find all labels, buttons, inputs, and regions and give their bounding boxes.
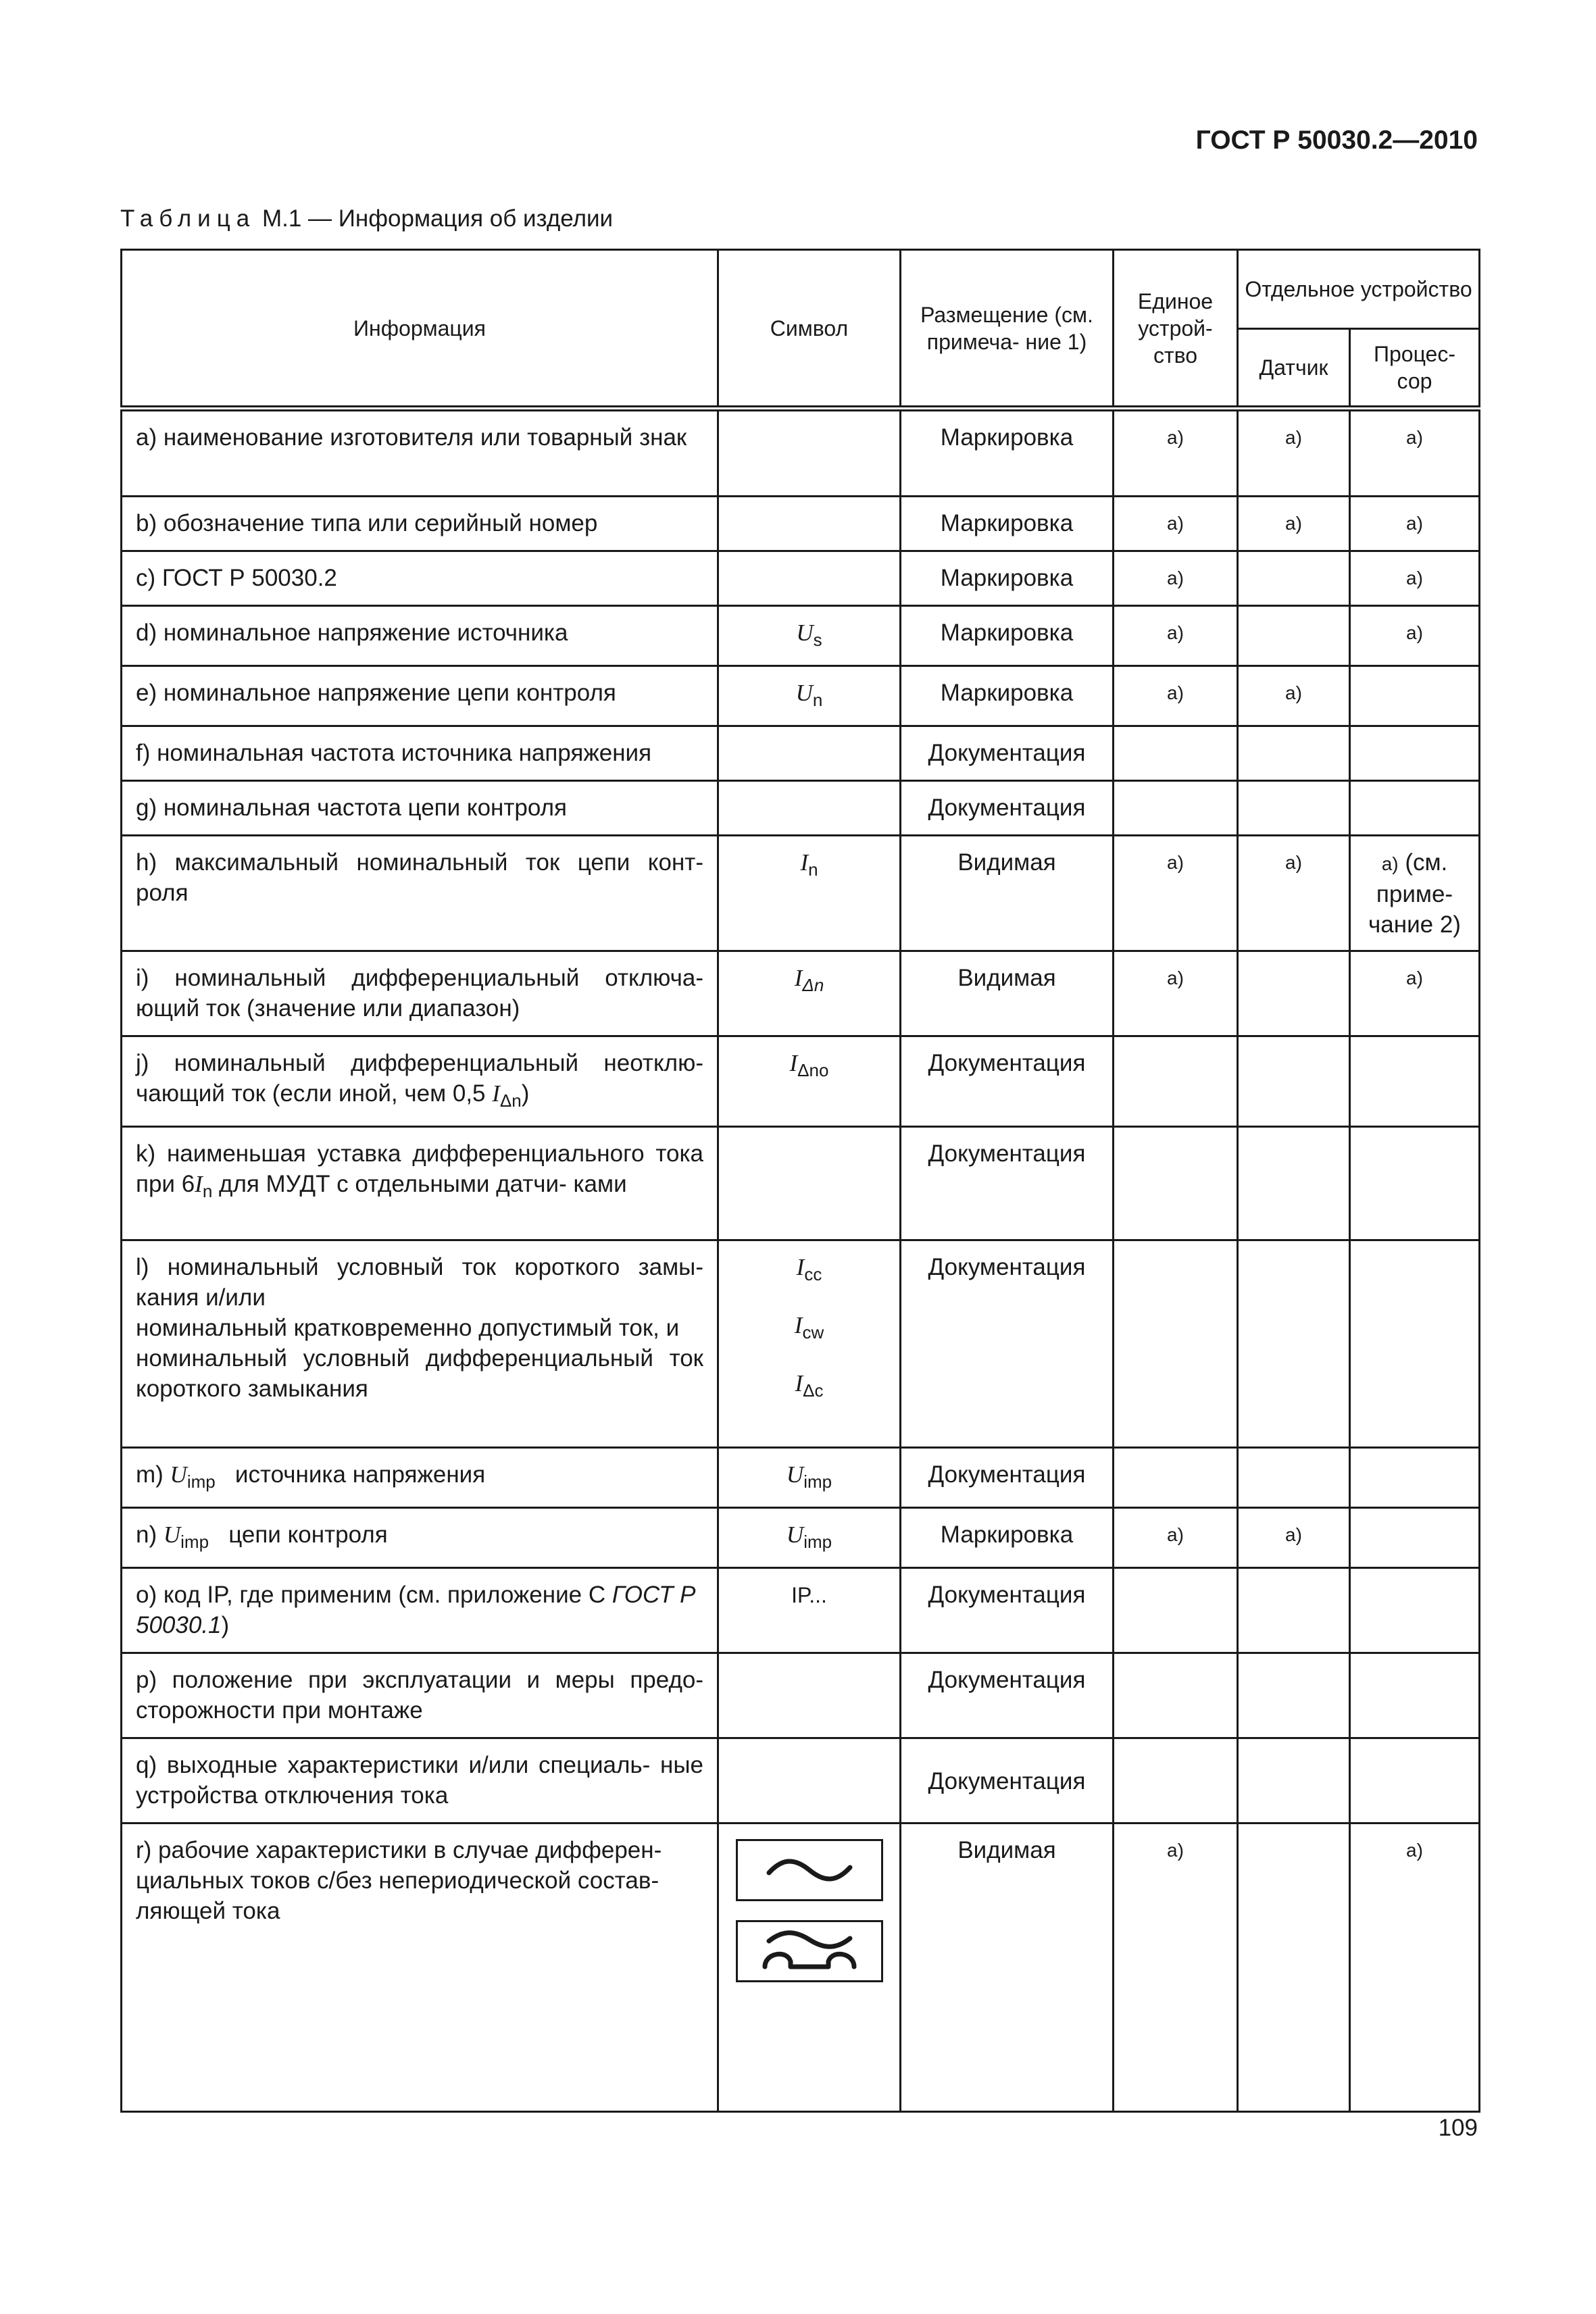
table-row — [122, 1568, 1480, 1653]
single-device-cell: a) — [1114, 836, 1238, 951]
placement-cell: Маркировка — [901, 497, 1114, 551]
processor-cell: a) — [1350, 951, 1480, 1036]
info-symbol-subscript: n — [202, 1181, 213, 1201]
info-text-tail: цепи контроля — [228, 1521, 388, 1548]
table-row — [122, 1508, 1480, 1568]
placement-cell: Видимая — [901, 836, 1114, 951]
info-symbol-subscript: Δn — [499, 1090, 522, 1111]
single-device-cell — [1114, 1738, 1238, 1823]
table-row — [122, 1653, 1480, 1738]
symbol-cell — [718, 1127, 901, 1240]
single-device-cell — [1114, 1036, 1238, 1127]
processor-cell: a) — [1350, 497, 1480, 551]
symbol-cell — [718, 781, 901, 836]
single-device-cell — [1114, 1568, 1238, 1653]
page-number: 109 — [1438, 2115, 1478, 2141]
info-text: m) — [136, 1461, 164, 1488]
product-info-table — [120, 249, 1480, 2113]
sensor-cell: a) — [1238, 1508, 1350, 1568]
symbol-subscript: Δn — [802, 975, 824, 995]
processor-cell — [1350, 1448, 1480, 1508]
sensor-cell — [1238, 606, 1350, 666]
single-device-cell — [1114, 726, 1238, 781]
placement-cell: Маркировка — [901, 666, 1114, 726]
info-cell — [122, 1127, 718, 1240]
table-row — [122, 606, 1480, 666]
processor-cell — [1350, 1568, 1480, 1653]
table-row — [122, 781, 1480, 836]
placement-cell: Документация — [901, 781, 1114, 836]
single-device-cell: a) — [1114, 666, 1238, 726]
single-device-cell: a) — [1114, 951, 1238, 1036]
symbol-cell — [718, 497, 901, 551]
single-device-cell — [1114, 1653, 1238, 1738]
info-cell: g) номинальная частота цепи контроля — [122, 781, 718, 836]
processor-mark: a) — [1381, 853, 1399, 874]
info-text: j) номинальный дифференциальный неотклю- чающий ток (если иной, чем 0,5 — [136, 1050, 703, 1107]
sensor-cell — [1238, 781, 1350, 836]
single-device-cell — [1114, 1127, 1238, 1240]
symbol-line — [732, 1252, 886, 1290]
symbol-cell — [718, 1448, 901, 1508]
symbol-subscript: cw — [802, 1322, 824, 1342]
col-header-single-device: Единое устрой- ство — [1114, 250, 1238, 409]
processor-cell — [1350, 1738, 1480, 1823]
placement-cell: Документация — [901, 726, 1114, 781]
info-cell — [122, 1508, 718, 1568]
placement-cell: Документация — [901, 1738, 1114, 1823]
symbol-subscript: cc — [804, 1264, 822, 1284]
info-cell: r) рабочие характеристики в случае дифферен- циальных токов с/без непериодической состав- ляющей тока — [122, 1823, 718, 2112]
sensor-cell — [1238, 1738, 1350, 1823]
info-cell: f) номинальная частота источника напряжения — [122, 726, 718, 781]
col-header-symbol: Символ — [718, 250, 901, 409]
col-header-sensor: Датчик — [1238, 329, 1350, 409]
sensor-cell — [1238, 1036, 1350, 1127]
sensor-cell — [1238, 1823, 1350, 2112]
single-device-cell — [1114, 1448, 1238, 1508]
table-row — [122, 497, 1480, 551]
placement-cell: Маркировка — [901, 606, 1114, 666]
symbol-subscript: imp — [803, 1532, 832, 1552]
symbol-cell — [718, 1653, 901, 1738]
symbol-subscript: n — [808, 859, 818, 880]
symbol-cell — [718, 551, 901, 606]
symbol-subscript: imp — [803, 1472, 832, 1492]
table-row — [122, 666, 1480, 726]
info-symbol: I — [195, 1171, 203, 1197]
info-cell: i) номинальный дифференциальный отключа- ющий ток (значение или диапазон) — [122, 951, 718, 1036]
symbol-cell — [718, 1508, 901, 1568]
symbol-cell — [718, 409, 901, 497]
document-header: ГОСТ Р 50030.2—2010 — [1195, 126, 1478, 155]
table-row — [122, 1036, 1480, 1127]
symbol-main: I — [794, 965, 803, 991]
sensor-cell: a) — [1238, 497, 1350, 551]
symbol-main: I — [796, 1254, 805, 1280]
sensor-cell — [1238, 1568, 1350, 1653]
symbol-cell — [718, 1568, 901, 1653]
symbol-main: U — [795, 680, 813, 706]
processor-cell — [1350, 1240, 1480, 1448]
symbol-cell — [718, 666, 901, 726]
single-device-cell: a) — [1114, 497, 1238, 551]
sensor-cell — [1238, 951, 1350, 1036]
table-caption — [120, 205, 613, 232]
table-row — [122, 951, 1480, 1036]
single-device-cell: a) — [1114, 1823, 1238, 2112]
placement-cell: Документация — [901, 1448, 1114, 1508]
processor-cell — [1350, 1508, 1480, 1568]
sensor-cell — [1238, 1240, 1350, 1448]
placement-cell: Маркировка — [901, 551, 1114, 606]
info-symbol-subscript: imp — [186, 1472, 216, 1492]
sensor-cell: a) — [1238, 409, 1350, 497]
info-cell: c) ГОСТ Р 50030.2 — [122, 551, 718, 606]
info-symbol: I — [492, 1080, 500, 1107]
single-device-cell: a) — [1114, 409, 1238, 497]
symbol-line — [732, 1310, 886, 1348]
table-row — [122, 1738, 1480, 1823]
symbol-subscript: s — [813, 630, 822, 650]
processor-cell — [1350, 1653, 1480, 1738]
table-row — [122, 409, 1480, 497]
table-row — [122, 551, 1480, 606]
symbol-cell — [718, 1738, 901, 1823]
info-symbol-subscript: imp — [180, 1532, 209, 1552]
processor-cell: a) — [1350, 409, 1480, 497]
table-row — [122, 1240, 1480, 1448]
symbol-main: U — [796, 620, 814, 646]
info-reference: ГОСТ Р 50030.1 — [136, 1582, 696, 1638]
single-device-cell: a) — [1114, 551, 1238, 606]
info-cell: a) наименование изготовителя или товарный знак — [122, 409, 718, 497]
placement-cell: Документация — [901, 1127, 1114, 1240]
placement-cell: Видимая — [901, 1823, 1114, 2112]
symbol-subscript: Δno — [797, 1060, 829, 1080]
info-cell — [122, 1036, 718, 1127]
info-cell: q) выходные характеристики и/или специаль- ные устройства отключения тока — [122, 1738, 718, 1823]
placement-cell: Документация — [901, 1036, 1114, 1127]
pulsating-dc-icon — [736, 1920, 883, 1982]
processor-cell — [1350, 1127, 1480, 1240]
col-header-placement: Размещение (см. примеча- ние 1) — [901, 250, 1114, 409]
symbol-main: I — [789, 1050, 798, 1076]
table-row — [122, 1448, 1480, 1508]
processor-cell: a) — [1350, 606, 1480, 666]
placement-cell: Видимая — [901, 951, 1114, 1036]
symbol-cell — [718, 1036, 901, 1127]
table-row — [122, 1127, 1480, 1240]
placement-cell: Маркировка — [901, 409, 1114, 497]
single-device-cell — [1114, 1240, 1238, 1448]
symbol-cell — [718, 726, 901, 781]
sensor-cell: a) — [1238, 666, 1350, 726]
symbol-line — [732, 1368, 886, 1406]
info-line: номинальный условный дифференциальный ток короткого замыкания — [136, 1345, 703, 1402]
single-device-cell: a) — [1114, 1508, 1238, 1568]
info-symbol: U — [170, 1461, 187, 1488]
col-header-separate-device: Отдельное устройство — [1238, 250, 1480, 329]
info-line: l) номинальный условный ток короткого замы- кания и/или — [136, 1254, 703, 1311]
placement-cell: Документация — [901, 1653, 1114, 1738]
info-cell — [122, 1568, 718, 1653]
placement-cell: Маркировка — [901, 1508, 1114, 1568]
info-cell: e) номинальное напряжение цепи контроля — [122, 666, 718, 726]
sensor-cell — [1238, 1448, 1350, 1508]
info-text-tail: источника напряжения — [234, 1461, 486, 1488]
single-device-cell — [1114, 781, 1238, 836]
info-cell: h) максимальный номинальный ток цепи конт- роля — [122, 836, 718, 951]
info-line: номинальный кратковременно допустимый ток, и — [136, 1315, 680, 1341]
processor-cell: a) — [1350, 551, 1480, 606]
sensor-cell — [1238, 551, 1350, 606]
symbol-cell — [718, 951, 901, 1036]
placement-cell: Документация — [901, 1240, 1114, 1448]
info-text: n) — [136, 1521, 157, 1548]
processor-cell — [1350, 836, 1480, 951]
single-device-cell: a) — [1114, 606, 1238, 666]
sine-wave-icon — [736, 1839, 883, 1901]
symbol-cell — [718, 1240, 901, 1448]
placement-cell: Документация — [901, 1568, 1114, 1653]
info-text: k) наименьшая уставка дифференциального тока при 6 — [136, 1140, 703, 1197]
processor-cell: a) — [1350, 1823, 1480, 2112]
sensor-cell — [1238, 1653, 1350, 1738]
info-cell: b) обозначение типа или серийный номер — [122, 497, 718, 551]
symbol-main: I — [800, 849, 809, 876]
info-cell — [122, 1448, 718, 1508]
symbol-main: IP... — [791, 1583, 827, 1607]
symbol-cell — [718, 836, 901, 951]
caption-title: М.1 — Информация об изделии — [261, 205, 614, 232]
sensor-cell — [1238, 726, 1350, 781]
processor-cell — [1350, 666, 1480, 726]
symbol-main: U — [786, 1521, 804, 1548]
symbol-cell — [718, 606, 901, 666]
info-text-tail: ) — [521, 1080, 530, 1107]
col-header-processor: Процес- сор — [1350, 329, 1480, 409]
table-row — [122, 1823, 1480, 2112]
processor-cell — [1350, 726, 1480, 781]
symbol-cell — [718, 1823, 901, 2112]
info-cell: p) положение при эксплуатации и меры предо- сторожности при монтаже — [122, 1653, 718, 1738]
info-text-tail: для МУДТ с отдельными датчи- ками — [212, 1171, 627, 1197]
table-row — [122, 836, 1480, 951]
symbol-subscript: Δc — [803, 1380, 824, 1401]
symbol-main: I — [795, 1370, 803, 1397]
symbol-main: I — [794, 1312, 803, 1338]
info-cell — [122, 1240, 718, 1448]
symbol-subscript: n — [812, 690, 823, 710]
table-row — [122, 726, 1480, 781]
info-text-tail: ) — [221, 1612, 230, 1638]
info-text: o) код IP, где применим (см. приложение С — [136, 1582, 606, 1608]
symbol-main: U — [786, 1461, 804, 1488]
processor-note: (см. приме- чание 2) — [1368, 849, 1461, 938]
processor-cell — [1350, 781, 1480, 836]
sensor-cell: a) — [1238, 836, 1350, 951]
info-cell: d) номинальное напряжение источника — [122, 606, 718, 666]
col-header-info: Информация — [122, 250, 718, 409]
info-symbol: U — [163, 1521, 181, 1548]
processor-cell — [1350, 1036, 1480, 1127]
sensor-cell — [1238, 1127, 1350, 1240]
caption-word: Таблица — [120, 205, 256, 232]
